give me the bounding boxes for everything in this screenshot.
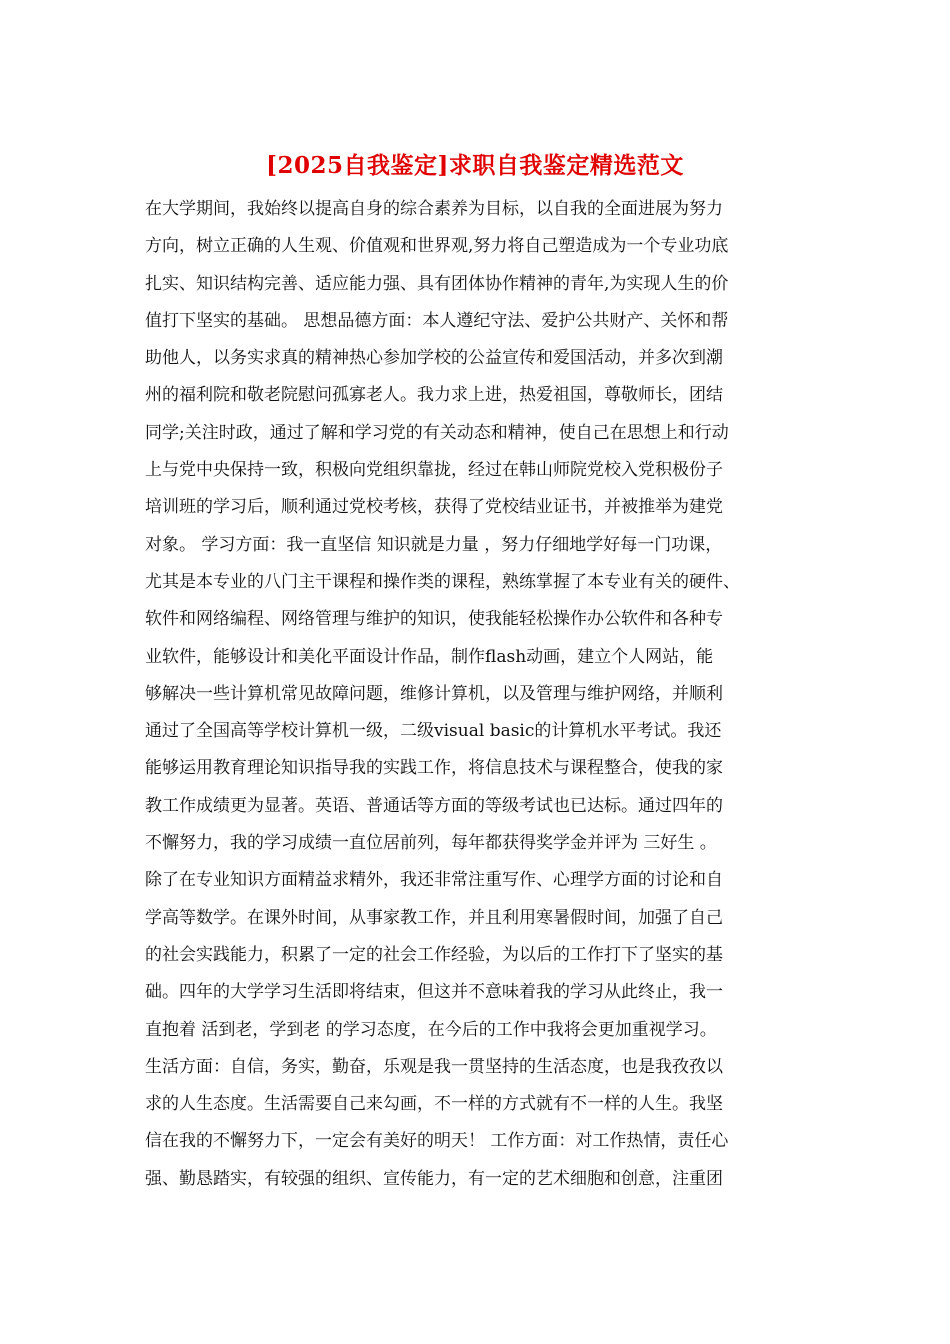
body-line: 求的人生态度。生活需要自己来勾画，不一样的方式就有不一样的人生。我坚 [145,1094,723,1115]
body-line: 软件和网络编程、网络管理与维护的知识，使我能轻松操作办公软件和各种专 [145,609,723,630]
body-line: 在大学期间，我始终以提高自身的综合素养为目标，以自我的全面进展为努力 [145,199,723,219]
body-line: 不懈努力，我的学习成绩一直位居前列，每年都获得奖学金并评为 三好生 。 [145,833,717,854]
body-line: 扎实、知识结构完善、适应能力强、具有团体协作精神的青年,为实现人生的价 [145,273,729,294]
body-line: 上与党中央保持一致，积极向党组织靠拢，经过在韩山师院党校入党积极份子 [145,460,723,481]
body-line: 方向，树立正确的人生观、价值观和世界观,努力将自己塑造成为一个专业功底 [145,236,729,257]
body-line: 业软件，能够设计和美化平面设计作品，制作flash动画，建立个人网站，能 [145,646,714,667]
body-line: 值打下坚实的基础。 思想品德方面：本人遵纪守法、爱护公共财产、关怀和帮 [145,310,729,331]
body-line: 除了在专业知识方面精益求精外，我还非常注重写作、心理学方面的讨论和自 [145,870,723,891]
body-line: 础。四年的大学学习生活即将结束，但这并不意味着我的学习从此终止，我一 [145,982,723,1003]
body-line: 的社会实践能力，积累了一定的社会工作经验，为以后的工作打下了坚实的基 [145,944,723,965]
body-line: 尤其是本专业的八门主干课程和操作类的课程，熟练掌握了本专业有关的硬件、 [145,571,740,592]
body-line: 培训班的学习后，顺利通过党校考核，获得了党校结业证书，并被推举为建党 [145,497,723,518]
document-body [145,191,815,1198]
body-line: 强、勤恳踏实，有较强的组织、宣传能力，有一定的艺术细胞和创意，注重团 [145,1168,723,1189]
body-line: 信在我的不懈努力下，一定会有美好的明天！ 工作方面：对工作热情，责任心 [145,1131,729,1152]
body-line: 通过了全国高等学校计算机一级，二级visual basic的计算机水平考试。我还 [145,721,722,742]
body-line: 对象。 学习方面：我一直坚信 知识就是力量 ，努力仔细地学好每一门功课， [145,534,723,555]
body-line: 能够运用教育理论知识指导我的实践工作，将信息技术与课程整合，使我的家 [145,758,723,779]
body-line: 直抱着 活到老，学到老 的学习态度，在今后的工作中我将会更加重视学习。 [145,1019,717,1040]
body-line: 助他人，以务实求真的精神热心参加学校的公益宣传和爱国活动，并多次到潮 [145,348,723,369]
document-title: [2025自我鉴定]求职自我鉴定精选范文 [266,152,684,179]
body-line: 教工作成绩更为显著。英语、普通话等方面的等级考试也已达标。通过四年的 [145,795,723,816]
body-line: 同学;关注时政，通过了解和学习党的有关动态和精神，使自己在思想上和行动 [145,422,729,443]
body-line: 够解决一些计算机常见故障问题，维修计算机，以及管理与维护网络，并顺利 [145,683,723,704]
body-line: 学高等数学。在课外时间，从事家教工作，并且利用寒暑假时间，加强了自己 [145,907,723,928]
body-line: 生活方面：自信，务实，勤奋，乐观是我一贯坚持的生活态度，也是我孜孜以 [145,1056,723,1077]
body-line: 州的福利院和敬老院慰问孤寡老人。我力求上进，热爱祖国，尊敬师长，团结 [145,385,723,406]
